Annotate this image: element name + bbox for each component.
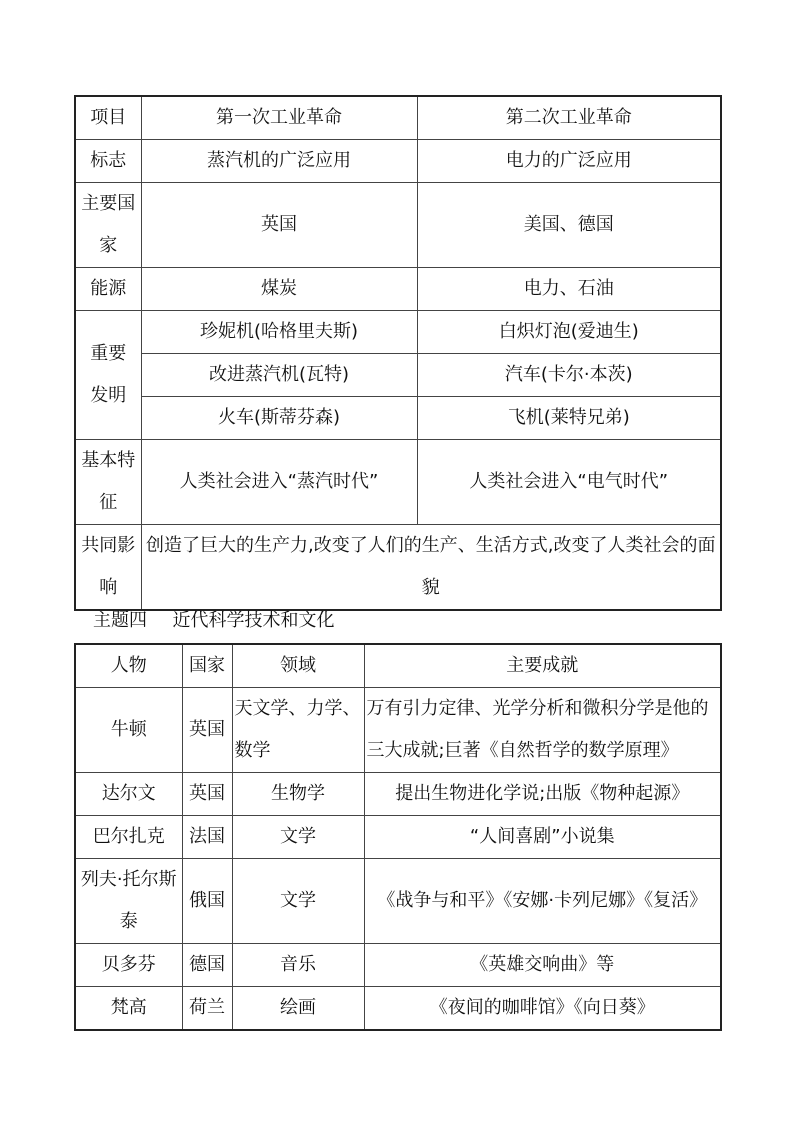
- science-culture-table: [74, 643, 722, 1031]
- row-label: 基本特征: [75, 440, 141, 525]
- cell-first: 蒸汽机的广泛应用: [141, 140, 417, 183]
- cell-second: 白炽灯泡(爱迪生): [417, 311, 721, 354]
- table-row: [75, 183, 721, 268]
- section-title: 近代科学技术和文化: [172, 610, 335, 631]
- cell-second: 人类社会进入“电气时代”: [417, 440, 721, 525]
- header-cell-person: 人物: [75, 644, 182, 688]
- table-row: [75, 688, 721, 773]
- cell-country: 德国: [182, 944, 232, 987]
- cell-achievement: 万有引力定律、光学分析和微积分学是他的三大成就;巨著《自然哲学的数学原理》: [364, 688, 721, 773]
- table-row: [75, 859, 721, 944]
- cell-second: 美国、德国: [417, 183, 721, 268]
- table-row: [75, 944, 721, 987]
- cell-first: 英国: [141, 183, 417, 268]
- table-row: [75, 987, 721, 1031]
- cell-person: 达尔文: [75, 773, 182, 816]
- table-row: [75, 140, 721, 183]
- cell-first: 煤炭: [141, 268, 417, 311]
- cell-field: 文学: [232, 816, 364, 859]
- cell-country: 英国: [182, 773, 232, 816]
- cell-second: 汽车(卡尔·本茨): [417, 354, 721, 397]
- section-number: 主题四: [93, 610, 147, 631]
- cell-first: 珍妮机(哈格里夫斯): [141, 311, 417, 354]
- row-label: 标志: [75, 140, 141, 183]
- cell-achievement: 《夜间的咖啡馆》《向日葵》: [364, 987, 721, 1031]
- table-row: [75, 773, 721, 816]
- cell-achievement: “人间喜剧”小说集: [364, 816, 721, 859]
- table-row: [75, 311, 721, 354]
- table-row: [75, 525, 721, 611]
- cell-field: 文学: [232, 859, 364, 944]
- cell-country: 法国: [182, 816, 232, 859]
- table-row: [75, 397, 721, 440]
- cell-achievement: 提出生物进化学说;出版《物种起源》: [364, 773, 721, 816]
- cell-person: 列夫·托尔斯泰: [75, 859, 182, 944]
- cell-country: 英国: [182, 688, 232, 773]
- cell-first: 人类社会进入“蒸汽时代”: [141, 440, 417, 525]
- cell-achievement: 《英雄交响曲》等: [364, 944, 721, 987]
- header-cell-second: 第二次工业革命: [417, 96, 721, 140]
- cell-field: 音乐: [232, 944, 364, 987]
- cell-second: 飞机(莱特兄弟): [417, 397, 721, 440]
- cell-achievement: 《战争与和平》《安娜·卡列尼娜》《复活》: [364, 859, 721, 944]
- table-row: [75, 816, 721, 859]
- header-cell-field: 领域: [232, 644, 364, 688]
- cell-impact: 创造了巨大的生产力,改变了人们的生产、生活方式,改变了人类社会的面貌: [141, 525, 721, 611]
- header-cell-country: 国家: [182, 644, 232, 688]
- cell-person: 牛顿: [75, 688, 182, 773]
- row-label: 主要国家: [75, 183, 141, 268]
- row-label: 重要发明: [75, 311, 141, 440]
- cell-field: 生物学: [232, 773, 364, 816]
- row-label: 能源: [75, 268, 141, 311]
- industrial-revolution-table: [74, 95, 722, 611]
- cell-second: 电力的广泛应用: [417, 140, 721, 183]
- header-cell-achievement: 主要成就: [364, 644, 721, 688]
- row-label: 共同影响: [75, 525, 141, 611]
- section-heading: [93, 609, 334, 633]
- cell-country: 俄国: [182, 859, 232, 944]
- header-cell-first: 第一次工业革命: [141, 96, 417, 140]
- cell-person: 巴尔扎克: [75, 816, 182, 859]
- cell-person: 贝多芬: [75, 944, 182, 987]
- header-cell-item: 项目: [75, 96, 141, 140]
- table-header-row: [75, 644, 721, 688]
- cell-second: 电力、石油: [417, 268, 721, 311]
- cell-field: 绘画: [232, 987, 364, 1031]
- table-row: [75, 268, 721, 311]
- cell-person: 梵高: [75, 987, 182, 1031]
- cell-country: 荷兰: [182, 987, 232, 1031]
- cell-first: 火车(斯蒂芬森): [141, 397, 417, 440]
- table-row: [75, 354, 721, 397]
- table-row: [75, 440, 721, 525]
- cell-first: 改进蒸汽机(瓦特): [141, 354, 417, 397]
- table-header-row: [75, 96, 721, 140]
- cell-field: 天文学、力学、数学: [232, 688, 364, 773]
